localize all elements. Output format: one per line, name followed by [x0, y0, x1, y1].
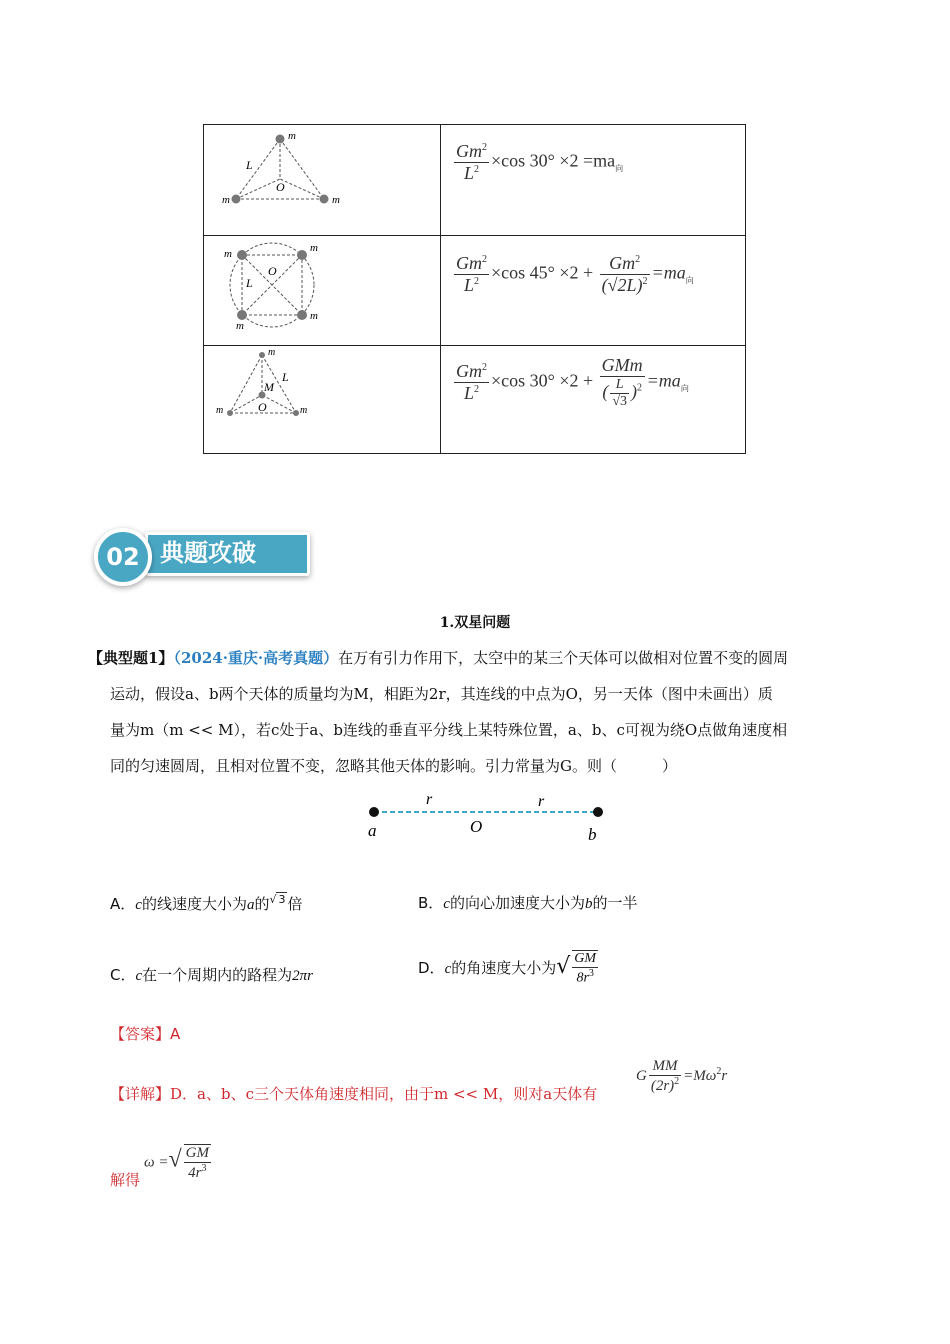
mass-label: m	[300, 405, 308, 416]
detail-text: 【详解】D．a、b、c三个天体角速度相同，由于m << M，则对a天体有	[110, 1085, 598, 1103]
question-line-1: 【典型题1】（2024·重庆·高考真题）在万有引力作用下，太空中的某三个天体可以做相对位置不变的圆周	[88, 649, 789, 667]
question-line-4: 同的匀速圆周，且相对位置不变，忽略其他天体的影响。引力常量为G。则（ ）	[110, 757, 677, 775]
mass-label: m	[288, 130, 296, 142]
table-row-divider	[204, 345, 745, 346]
section-number-badge: 02	[94, 528, 152, 586]
side-label: L	[282, 370, 289, 384]
question-line-2: 运动，假设a、b两个天体的质量均为M，相距为2r，其连线的中点为O，另一天体（图中未画出）质	[110, 685, 773, 703]
square-figure	[212, 237, 342, 333]
center-mass-label: M	[264, 380, 274, 394]
center-label: O	[258, 400, 267, 414]
mass-label: m	[236, 320, 244, 332]
solve-formula: ω =√ $\frac{GM}{4r^3}$	[144, 1145, 209, 1181]
solve-label: 解得	[110, 1171, 141, 1189]
center-o-label: O	[470, 817, 483, 836]
triangle-center-figure	[212, 347, 332, 423]
option-b[interactable]: B．c的向心加速度大小为b的一半	[418, 894, 638, 912]
mass-label: m	[224, 248, 232, 260]
star-b-label: b	[588, 825, 597, 844]
mass-label: m	[216, 405, 224, 416]
mass-label: m	[268, 347, 276, 358]
formula-row-1: $\frac{Gm^2}{L^2}$ ×cos $30^\circ \times 2 =ma_向$	[456, 141, 624, 183]
option-c[interactable]: C．c在一个周期内的路程为2πr	[110, 966, 314, 984]
mass-label: m	[310, 242, 318, 254]
section-title: 1.双星问题	[439, 615, 511, 631]
distance-label: r	[538, 793, 545, 810]
mass-label: m	[222, 194, 230, 206]
distance-label: r	[426, 791, 433, 808]
side-label: L	[246, 158, 253, 172]
formula-table	[203, 124, 746, 454]
option-d[interactable]: D．c的角速度大小为√ $\frac{GM}{8r^3}$	[418, 951, 597, 986]
triangle-figure	[212, 129, 352, 209]
detail-formula: G $\frac{MM}{(2r)^2}$ $=M\omega^2r$	[636, 1058, 728, 1094]
section-banner: 典题攻破	[145, 532, 310, 576]
answer: 【答案】A	[110, 1025, 181, 1043]
formula-row-2: $\frac{Gm^2}{L^2}$ ×cos 45° ×2 + $\frac{Gm^2}{(√2L)^2}$ $=ma_向$	[456, 253, 694, 295]
mass-label: m	[310, 310, 318, 322]
option-a[interactable]: A．c的线速度大小为a的$^{√ 3}$ 倍	[110, 893, 303, 913]
table-divider	[440, 125, 441, 453]
table-row-divider	[204, 235, 745, 236]
binary-star-diagram	[360, 790, 620, 846]
formula-row-3: $\frac{Gm^2}{L^2}$ ×cos 30° ×2 + GMm ( $\frac{L}{√3}$ )$^2$ $=ma_向$	[456, 355, 689, 409]
center-label: O	[268, 264, 277, 278]
star-a-label: a	[368, 821, 377, 840]
side-label: L	[246, 276, 253, 290]
question-line-3: 量为m（m << M），若c处于a、b连线的垂直平分线上某特殊位置，a、b、c可视为绕O点做角速度相	[110, 721, 788, 739]
mass-label: m	[332, 194, 340, 206]
center-label: O	[276, 180, 285, 194]
